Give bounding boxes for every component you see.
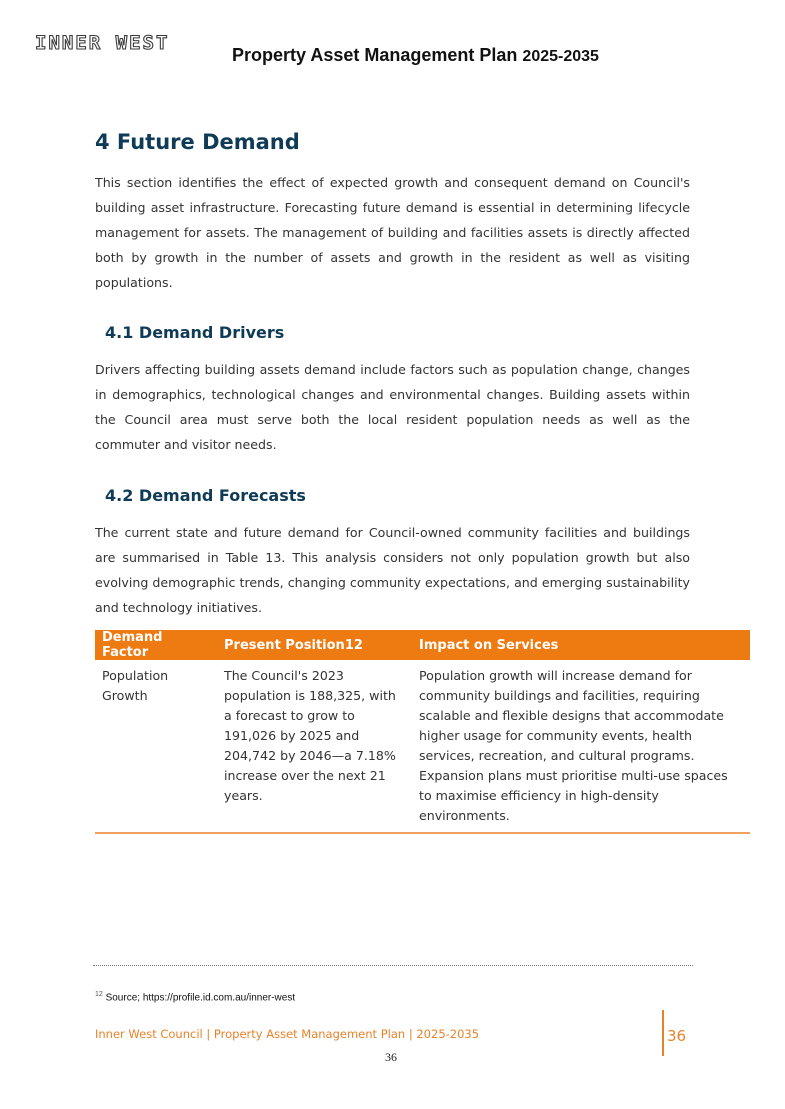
footer-text: Inner West Council | Property Asset Management Plan | 2025-2035	[95, 1027, 480, 1041]
footnote-number: 12	[95, 991, 103, 998]
cell-demand-factor: Population Growth	[95, 660, 217, 833]
document-title-year: 2025-2035	[522, 48, 599, 65]
demand-drivers-text: Drivers affecting building assets demand include factors such as population change, changes in demographics, technological changes and environmental changes. Building assets within the Council area must serve both the local resident population needs as well as the commuter and visitor needs.	[95, 362, 690, 452]
footnote-text: Source; https://profile.id.com.au/inner-west	[102, 992, 296, 1004]
footnote-separator	[93, 965, 693, 966]
page-number: 36	[667, 1027, 687, 1045]
page-number-center: 36	[385, 1050, 397, 1064]
inner-west-logo	[35, 32, 169, 54]
cell-impact-on-services: Population growth will increase demand for community buildings and facilities, requiring scalable and flexible designs that accommodate higher usage for community events, health services, recreation, and cultural programs. Expansion plans must prioritise multi-use spaces to maximise efficiency in high-density environments.	[412, 660, 750, 833]
table-header-row	[95, 630, 750, 660]
document-title-main: Property Asset Management Plan	[232, 45, 523, 65]
cell-present-position: The Council's 2023 population is 188,325, with a forecast to grow to 191,026 by 2025 and 204,742 by 2046—a 7.18% increase over the next 21 years.	[217, 660, 412, 833]
table-row	[95, 660, 750, 833]
subsection-heading-demand-drivers: 4.1 Demand Drivers	[105, 323, 285, 342]
header-impact-on-services: Impact on Services	[412, 630, 750, 660]
section-intro: This section identifies the effect of expected growth and consequent demand on Council's building asset infrastructure. Forecasting future demand is essential in determining lifecycle management for assets. The management of building and facilities assets is directly affected both by growth in the number of assets and growth in the resident as well as visiting populations.	[95, 175, 690, 290]
header-present-position: Present Position12	[217, 630, 412, 660]
page-number-divider	[662, 1010, 664, 1056]
demand-forecasts-text: The current state and future demand for Council-owned community facilities and buildings are summarised in Table 13. This analysis considers not only population growth but also evolving demographic trends, changing community expectations, and emerging sustainability and technology initiatives.	[95, 525, 690, 615]
document-title	[232, 45, 599, 66]
section-heading: 4 Future Demand	[95, 130, 300, 154]
footnote	[95, 991, 295, 1003]
demand-table	[95, 630, 750, 834]
subsection-heading-demand-forecasts: 4.2 Demand Forecasts	[105, 486, 306, 505]
logo-text: INNER WEST	[35, 32, 170, 54]
header-demand-factor: Demand Factor	[95, 630, 217, 660]
